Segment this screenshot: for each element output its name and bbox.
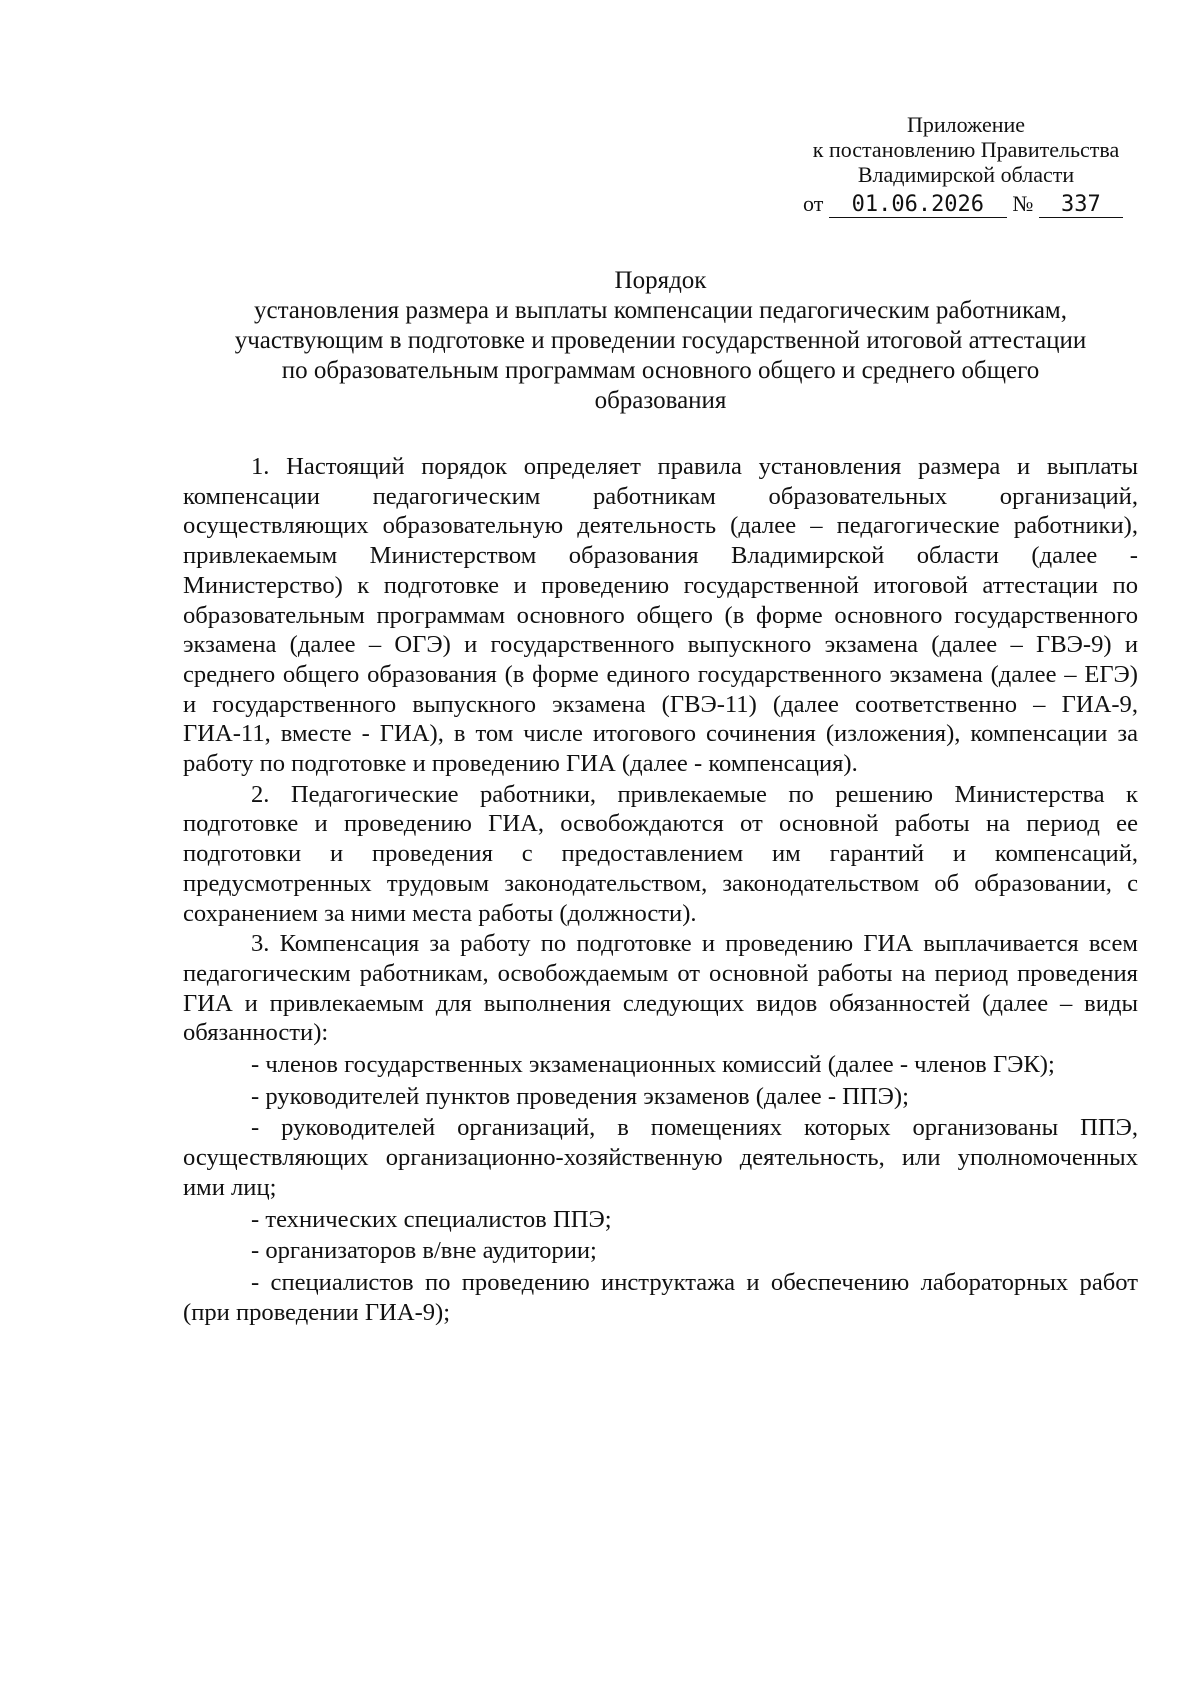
list-item: - руководителей организаций, в помещениях которых организованы ППЭ, осуществляющих организационно-хозяйственную деятельность, или уполномоченных ими лиц; — [183, 1114, 1138, 1201]
appendix-dateline — [803, 190, 1143, 218]
appendix-header — [801, 112, 1131, 187]
list-item: - членов государственных экзаменационных комиссий (далее - членов ГЭК); — [251, 1051, 1055, 1079]
title-line-1: установления размера и выплаты компенсации педагогическим работникам, — [253, 297, 1067, 324]
title-heading: Порядок — [614, 267, 707, 294]
title-line-3: по образовательным программам основного общего и среднего общего — [281, 357, 1040, 384]
title-line-4: образования — [594, 387, 727, 414]
list-item: - руководителей пунктов проведения экзаменов (далее - ППЭ); — [251, 1082, 909, 1110]
paragraph-1: 1. Настоящий порядок определяет правила установления размера и выплаты компенсации педагогическим работникам образовательных организаций, осуществляющих образовательную деятельность (далее – педагогические работники), привлекаемым Министерством образования Владимирской области (далее - Министерство) к подготовке и проведению государственной итоговой аттестации по образовательным программам основного общего (в форме основного государственного экзамена (далее – ОГЭ) и государственного выпускного экзамена (далее – ГВЭ-9) и среднего общего образования (в форме единого государственного экзамена (далее – ЕГЭ) и государственного выпускного экзамена (ГВЭ-11) (далее соответственно – ГИА-9, ГИА-11, вместе - ГИА), в том числе итогового сочинения (изложения), компенсации за работу по подготовке и проведению ГИА (далее - компенсация). — [183, 453, 1138, 778]
list-item: - специалистов по проведению инструктажа и обеспечению лабораторных работ (при проведении ГИА-9); — [183, 1268, 1138, 1326]
paragraph-2: 2. Педагогические работники, привлекаемые по решению Министерства к подготовке и проведению ГИА, освобождаются от основной работы на период ее подготовки и проведения с предоставлением им гарантий и компенсаций, предусмотренных трудовым законодательством, законодательством об образовании, с сохранением за ними места работы (должности). — [183, 780, 1138, 927]
list-item: - организаторов в/вне аудитории; — [251, 1237, 597, 1265]
document-body — [183, 452, 1138, 1327]
appendix-label: Приложение — [906, 112, 1026, 137]
document-page — [183, 0, 1138, 1700]
title-line-2: участвующим в подготовке и проведении государственной итоговой аттестации — [234, 327, 1087, 354]
document-title — [183, 266, 1138, 416]
appendix-resolution: к постановлению Правительства — [812, 137, 1120, 162]
resolution-date: 01.06.2026 — [829, 193, 1007, 218]
appendix-region: Владимирской области — [857, 162, 1075, 187]
list-item: - технических специалистов ППЭ; — [251, 1205, 612, 1233]
resolution-number: 337 — [1039, 193, 1123, 218]
paragraph-3: 3. Компенсация за работу по подготовке и проведению ГИА выплачивается всем педагогическим работникам, освобождаемым от основной работы на период проведения ГИА и привлекаемым для выполнения следующих видов обязанностей (далее – виды обязанности): — [183, 930, 1138, 1047]
number-sign: № — [1012, 191, 1034, 216]
date-prefix: от — [803, 191, 824, 216]
